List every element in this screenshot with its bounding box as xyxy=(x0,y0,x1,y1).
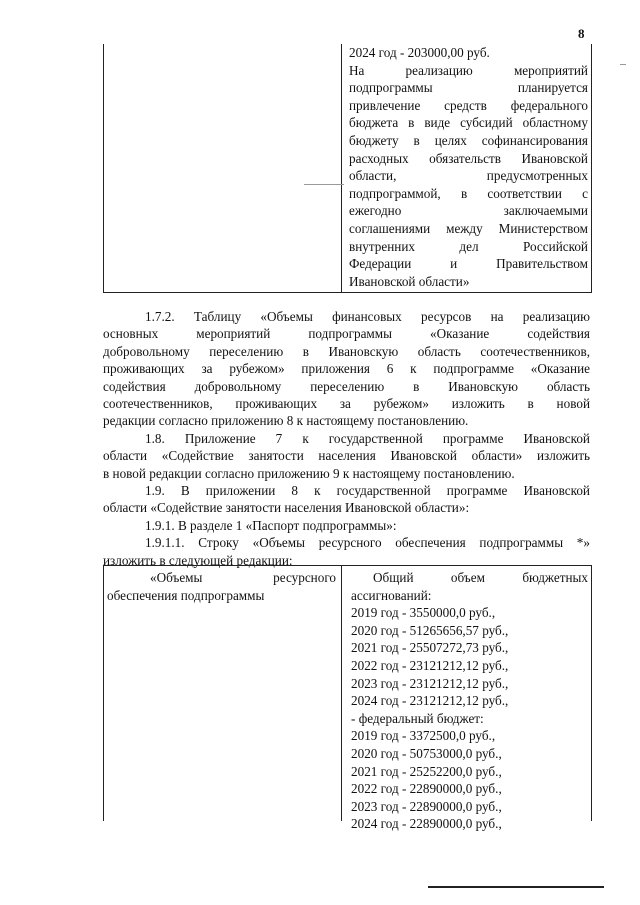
table-line: Ивановской области» xyxy=(349,273,470,289)
budget-year-line: 2022 год - 22890000,0 руб., xyxy=(351,781,502,797)
row-heading-line: «Объемы ресурсного xyxy=(150,570,336,585)
total-budget-list xyxy=(351,604,588,710)
text-line: редакции согласно приложению 8 к настоящему постановлению. xyxy=(103,413,469,429)
table-line: подпрограммы планируется xyxy=(349,80,588,96)
budget-year-line: 2019 год - 3550000,0 руб., xyxy=(351,605,496,621)
budget-year-line: 2020 год - 51265656,57 руб., xyxy=(351,622,509,638)
budget-year-line: 2022 год - 23121212,12 руб., xyxy=(351,657,509,673)
paragraph-1-9 xyxy=(103,482,590,517)
text-line: области «Содействие занятости населения Ивановской области»: xyxy=(103,500,470,516)
text-line: 1.8. Приложение 7 к государственной программе Ивановской xyxy=(145,430,590,446)
text-line: 1.9. В приложении 8 к государственной программе Ивановской xyxy=(145,483,590,499)
funding-table-continuation xyxy=(103,44,592,293)
text-line: 1.9.1.1. Строку «Объемы ресурсного обеспечения подпрограммы *» xyxy=(145,535,590,551)
budget-year-line: 2019 год - 3372500,0 руб., xyxy=(351,728,496,744)
budget-year-line: 2020 год - 50753000,0 руб., xyxy=(351,745,502,761)
paragraph-1-8 xyxy=(103,430,590,482)
budget-year-line: 2023 год - 22890000,0 руб., xyxy=(351,798,502,814)
table-right-cell xyxy=(342,44,591,292)
table-left-cell xyxy=(104,566,342,821)
budget-year-line: 2024 год - 23121212,12 руб., xyxy=(351,693,509,709)
text-line: 1.7.2. Таблицу «Объемы финансовых ресурсов на реализацию xyxy=(145,309,590,324)
table-line: внутренних дел Российской xyxy=(349,238,588,254)
body-text xyxy=(103,308,590,569)
budget-year-line: 2023 год - 23121212,12 руб., xyxy=(351,675,509,691)
budget-header-line: ассигнований: xyxy=(351,587,432,603)
table-line: области, предусмотренных xyxy=(349,168,588,184)
text-line: основных мероприятий подпрограммы «Оказание содействия xyxy=(103,326,590,342)
table-line: На реализацию мероприятий xyxy=(349,62,588,78)
paragraph-1-9-1 xyxy=(103,517,590,534)
budget-year-line: 2021 год - 25252200,0 руб., xyxy=(351,763,502,779)
table-line: Федерации и Правительством xyxy=(349,256,588,272)
table-line: подпрограммой, в соответствии с xyxy=(349,185,588,201)
scan-speck xyxy=(304,184,344,185)
text-line: в новой редакции согласно приложению 9 к настоящему постановлению. xyxy=(103,465,515,481)
table-line: бюджету в целях софинансирования xyxy=(349,132,588,148)
table-line: привлечение средств федерального xyxy=(349,97,588,113)
paragraph-1-9-1-1 xyxy=(103,534,590,569)
text-line: области «Содействие занятости населения Ивановской области» изложить xyxy=(103,448,590,464)
text-line: добровольному переселению в Ивановскую область соотечественников, xyxy=(103,343,590,359)
text-line: 1.9.1. В разделе 1 «Паспорт подпрограммы»: xyxy=(145,517,397,533)
budget-header-line: Общий объем бюджетных xyxy=(373,570,588,585)
resource-support-table xyxy=(103,565,592,832)
text-line: изложить в следующей редакции: xyxy=(103,552,293,568)
federal-budget-label: - федеральный бюджет: xyxy=(351,710,484,726)
table-line: соглашениями между Министерством xyxy=(349,220,588,236)
text-line: проживающих за рубежом» приложения 6 к подпрограмме «Оказание xyxy=(103,361,590,377)
row-heading-line: обеспечения подпрограммы xyxy=(107,587,265,603)
page-number: 8 xyxy=(578,26,585,41)
table-line: ежегодно заключаемыми xyxy=(349,203,588,219)
text-line: соотечественников, проживающих за рубежом» изложить в новой xyxy=(103,396,590,412)
text-line: содействия добровольному переселению в Ивановскую область xyxy=(103,378,590,394)
table-line: бюджета в виде субсидий областному xyxy=(349,115,588,131)
scan-speck xyxy=(620,64,626,65)
budget-year-line: 2024 год - 22890000,0 руб., xyxy=(351,816,502,832)
federal-budget-list xyxy=(351,727,588,833)
table-line: 2024 год - 203000,00 руб. xyxy=(349,45,490,60)
table-right-cell xyxy=(342,566,591,832)
paragraph-1-7-2 xyxy=(103,308,590,430)
bottom-rule xyxy=(428,886,604,888)
table-left-cell xyxy=(104,44,342,292)
table-line: расходных обязательств Ивановской xyxy=(349,150,588,166)
budget-year-line: 2021 год - 25507272,73 руб., xyxy=(351,640,509,656)
